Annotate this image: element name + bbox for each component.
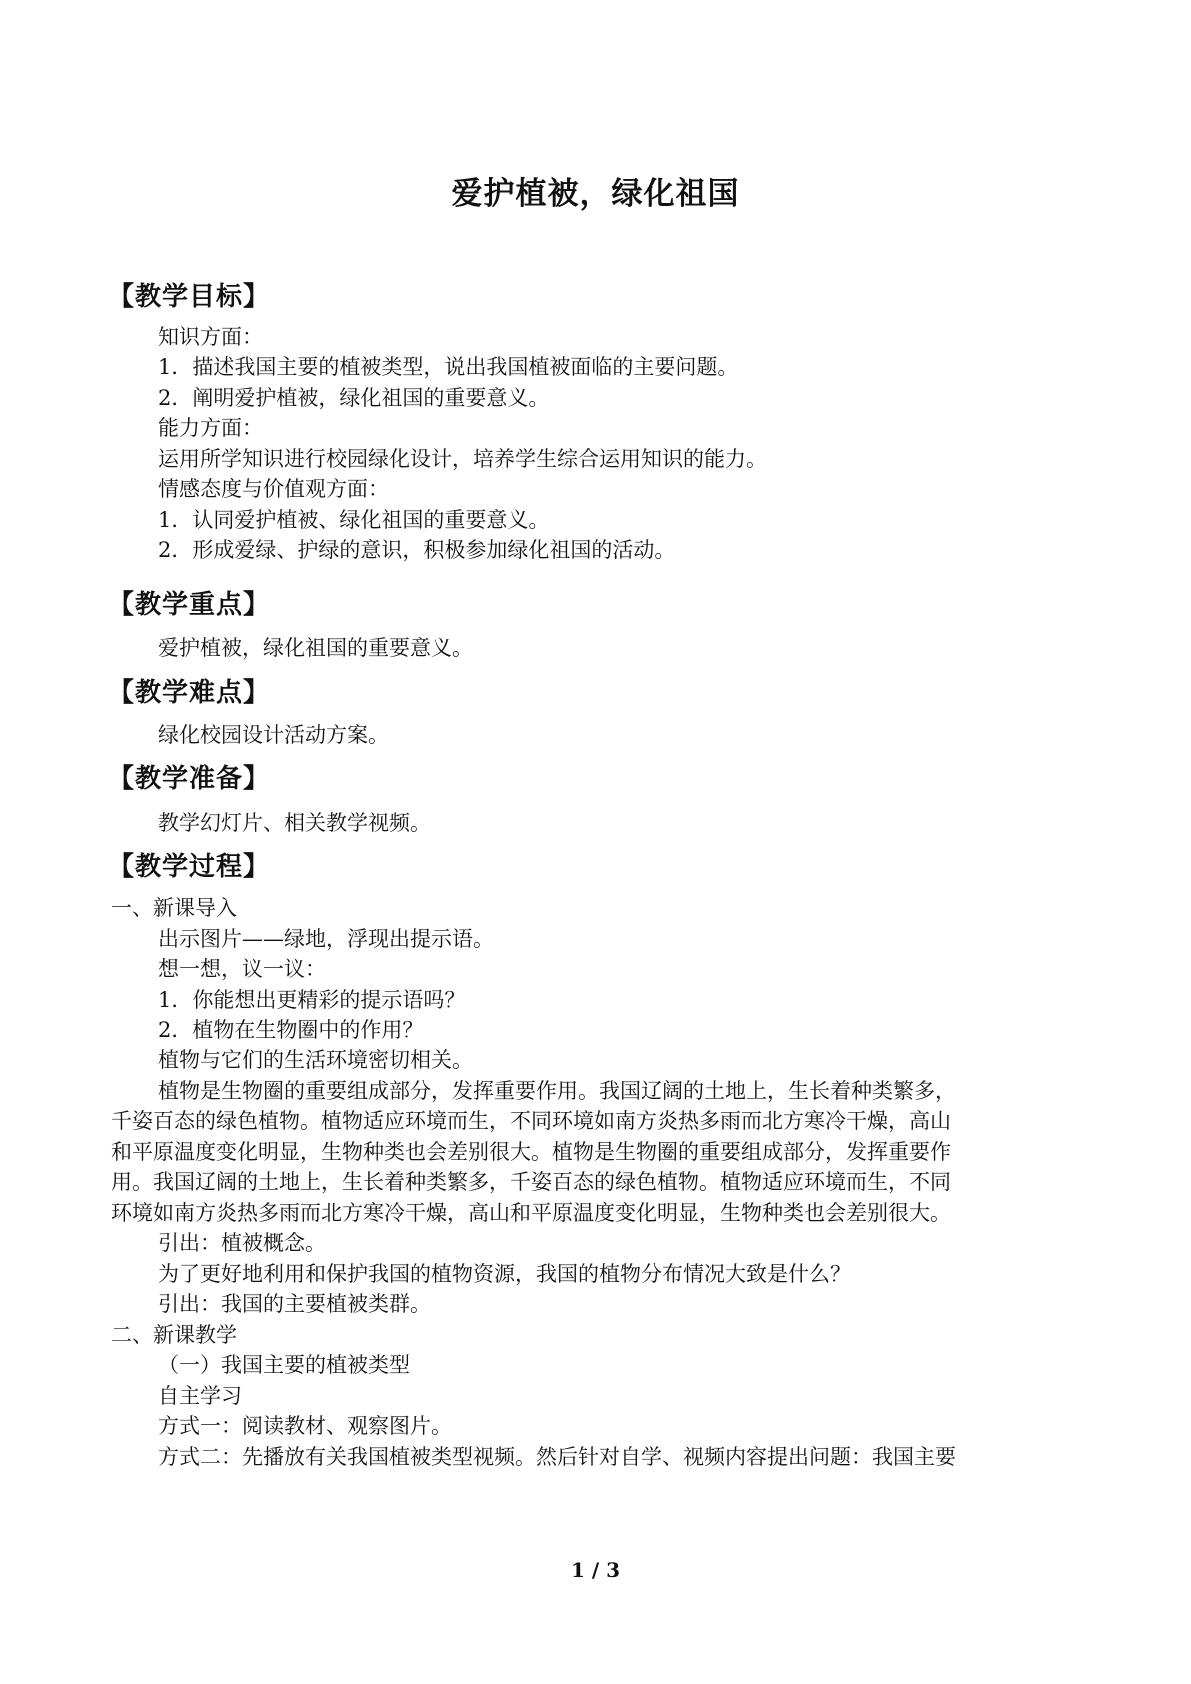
page-number: 1 / 3 [570, 1558, 621, 1582]
ability-item-1: 运用所学知识进行校园绿化设计，培养学生综合运用知识的能力。 [158, 447, 767, 471]
paragraph-line: 植物是生物圈的重要组成部分，发挥重要作用。我国辽阔的土地上，生长着种类繁多， [158, 1079, 956, 1103]
section-heading-preparation: 【教学准备】 [108, 764, 271, 794]
process-line: 方式一：阅读教材、观察图片。 [158, 1414, 452, 1438]
emotion-item-1: 1．认同爱护植被、绿化祖国的重要意义。 [158, 508, 550, 532]
process-line: 想一想，议一议： [158, 957, 326, 981]
part2-heading: 二、新课教学 [111, 1323, 237, 1347]
process-line: 1．你能想出更精彩的提示语吗？ [158, 988, 466, 1012]
document-title: 爱护植被，绿化祖国 [451, 176, 740, 212]
subsection-heading: （一）我国主要的植被类型 [158, 1353, 410, 1377]
process-line: 自主学习 [158, 1384, 242, 1408]
paragraph-line: 和平原温度变化明显，生物种类也会差别很大。植物是生物圈的重要组成部分，发挥重要作 [111, 1140, 951, 1164]
emotion-heading: 情感态度与价值观方面： [158, 477, 389, 501]
knowledge-item-2: 2．阐明爱护植被，绿化祖国的重要意义。 [158, 386, 550, 410]
paragraph-line: 千姿百态的绿色植物。植物适应环境而生，不同环境如南方炎热多雨而北方寒冷干燥，高山 [111, 1109, 951, 1133]
process-line: 2．植物在生物圈中的作用？ [158, 1018, 424, 1042]
knowledge-item-1: 1．描述我国主要的植被类型，说出我国植被面临的主要问题。 [158, 355, 739, 379]
difficulties-text: 绿化校园设计活动方案。 [158, 723, 389, 747]
process-line: 引出：植被概念。 [158, 1231, 326, 1255]
preparation-text: 教学幻灯片、相关教学视频。 [158, 811, 431, 835]
process-line: 为了更好地利用和保护我国的植物资源，我国的植物分布情况大致是什么？ [158, 1262, 851, 1286]
process-line: 植物与它们的生活环境密切相关。 [158, 1048, 473, 1072]
emotion-item-2: 2．形成爱绿、护绿的意识，积极参加绿化祖国的活动。 [158, 538, 676, 562]
section-heading-key-points: 【教学重点】 [108, 590, 271, 620]
key-points-text: 爱护植被，绿化祖国的重要意义。 [158, 636, 473, 660]
process-line: 出示图片——绿地，浮现出提示语。 [158, 927, 494, 951]
knowledge-heading: 知识方面： [158, 325, 263, 349]
section-heading-objectives: 【教学目标】 [108, 282, 271, 312]
part1-heading: 一、新课导入 [111, 896, 237, 920]
process-line: 引出：我国的主要植被类群。 [158, 1292, 431, 1316]
section-heading-difficulties: 【教学难点】 [108, 678, 271, 708]
process-line: 方式二：先播放有关我国植被类型视频。然后针对自学、视频内容提出问题：我国主要 [158, 1445, 956, 1469]
paragraph-line: 用。我国辽阔的土地上，生长着种类繁多，千姿百态的绿色植物。植物适应环境而生，不同 [111, 1170, 951, 1194]
section-heading-process: 【教学过程】 [108, 852, 271, 882]
paragraph-line: 环境如南方炎热多雨而北方寒冷干燥，高山和平原温度变化明显，生物种类也会差别很大。 [111, 1201, 951, 1225]
ability-heading: 能力方面： [158, 416, 263, 440]
